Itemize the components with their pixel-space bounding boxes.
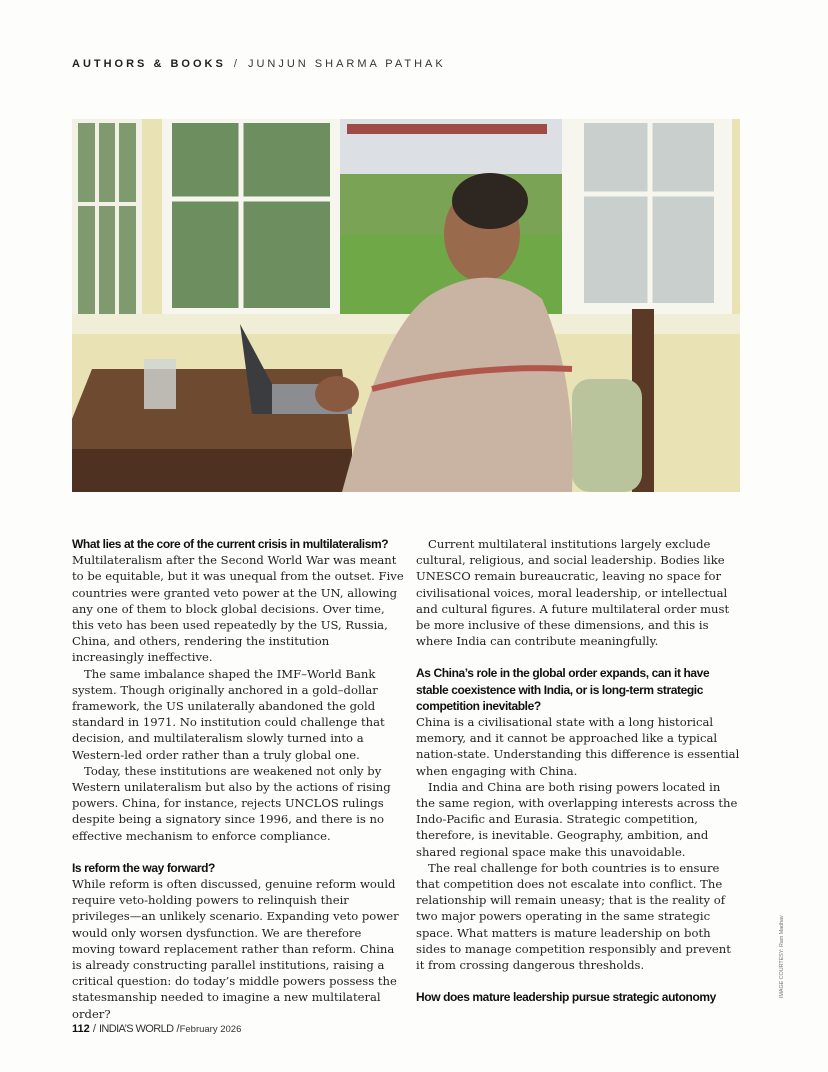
water-glass — [144, 359, 176, 409]
answer-paragraph: The same imbalance shaped the IMF–World Bank system. Though originally anchored in a gold–dollar framework, the US unilaterally abandoned the gold standard in 1971. No institution could challenge that decision, and multilateralism slowly turned into a Western-led order rather than a truly global one. — [72, 666, 385, 762]
answer-paragraph: China is a civilisational state with a long historical memory, and it cannot be approached like a typical nation-state. Understanding this difference is essential when engaging with China. — [416, 715, 740, 778]
section-label — [72, 58, 446, 70]
section-category: AUTHORS & BOOKS — [72, 58, 226, 70]
question-heading: Is reform the way forward? — [72, 860, 215, 875]
chair-cushion — [572, 379, 642, 492]
question-heading: How does mature leadership pursue strategic autonomy — [416, 990, 716, 1005]
center-left-window-view — [172, 123, 330, 308]
man-hair — [452, 173, 528, 229]
right-column — [416, 536, 742, 1005]
answer-paragraph: While reform is often discussed, genuine reform would require veto-holding powers to relinquish their privileges—an unlikely scenario. Expanding veto power would only worsen dysfunction. We are therefore moving toward replacement rather than reform. China is already constructing parallel institutions, raising a critical question: do today’s middle powers possess the statesmanship needed to imagine a new multilateral order? — [72, 877, 399, 1021]
answer-paragraph: Current multilateral institutions largely exclude cultural, religious, and social leadership. Bodies like UNESCO remain bureaucratic, leaving no space for civilisational voices, moral leadership, or intellectual and cultural figures. A future multilateral order must be more inclusive of these dimensions, and this is where India can contribute meaningfully. — [416, 537, 730, 649]
section-separator: / — [233, 58, 240, 70]
page-number: 112 — [72, 1023, 90, 1035]
photo-illustration — [72, 119, 740, 492]
answer-paragraph: Today, these institutions are weakened not only by Western unilateralism but also by the actions of rising powers. China, for instance, rejects UNCLOS rulings despite being a signatory since 1996, and there is no effective mechanism to enforce compliance. — [72, 763, 391, 843]
house-roof — [347, 124, 547, 134]
article-photo — [72, 119, 740, 492]
left-window-view — [78, 123, 136, 318]
magazine-name: INDIA’S WORLD — [98, 1023, 174, 1035]
question-heading: As China’s role in the global order expands, can it have stable coexistence with India, or is long-term strategic competition inevitable? — [416, 666, 710, 713]
answer-paragraph: The real challenge for both countries is to ensure that competition does not escalate into conflict. The relationship will remain uneasy; that is the reality of two major powers operating in the same strategic space. What matters is mature leadership on both sides to manage competition responsibly and prevent it from crossing dangerous thresholds. — [416, 860, 731, 973]
issue-date: February 2026 — [179, 1024, 242, 1035]
image-credit: IMAGE COURTESY: Ram Madhav — [779, 915, 785, 998]
footer-separator: / — [176, 1023, 180, 1035]
footer-separator: / — [92, 1023, 96, 1035]
article-author: JUNJUN SHARMA PATHAK — [247, 58, 446, 70]
desk-front — [72, 449, 352, 492]
left-column — [72, 536, 404, 1022]
answer-paragraph: Multilateralism after the Second World War was meant to be equitable, but it was unequal from the outset. Five countries were granted veto power at the UN, allowing any one of them to block global decisions. Over time, this veto has been used repeatedly by the US, Russia, China, and others, rendering the institution increasingly ineffective. — [72, 553, 404, 665]
question-heading: What lies at the core of the current crisis in multilateralism? — [72, 537, 389, 551]
man-hands — [315, 376, 359, 412]
answer-paragraph: India and China are both rising powers located in the same region, with overlapping interests across the Indo-Pacific and Eurasia. Strategic competition, therefore, is inevitable. Geography, ambition, and shared regional space make this unavoidable. — [416, 779, 738, 859]
page-footer — [72, 1023, 241, 1035]
